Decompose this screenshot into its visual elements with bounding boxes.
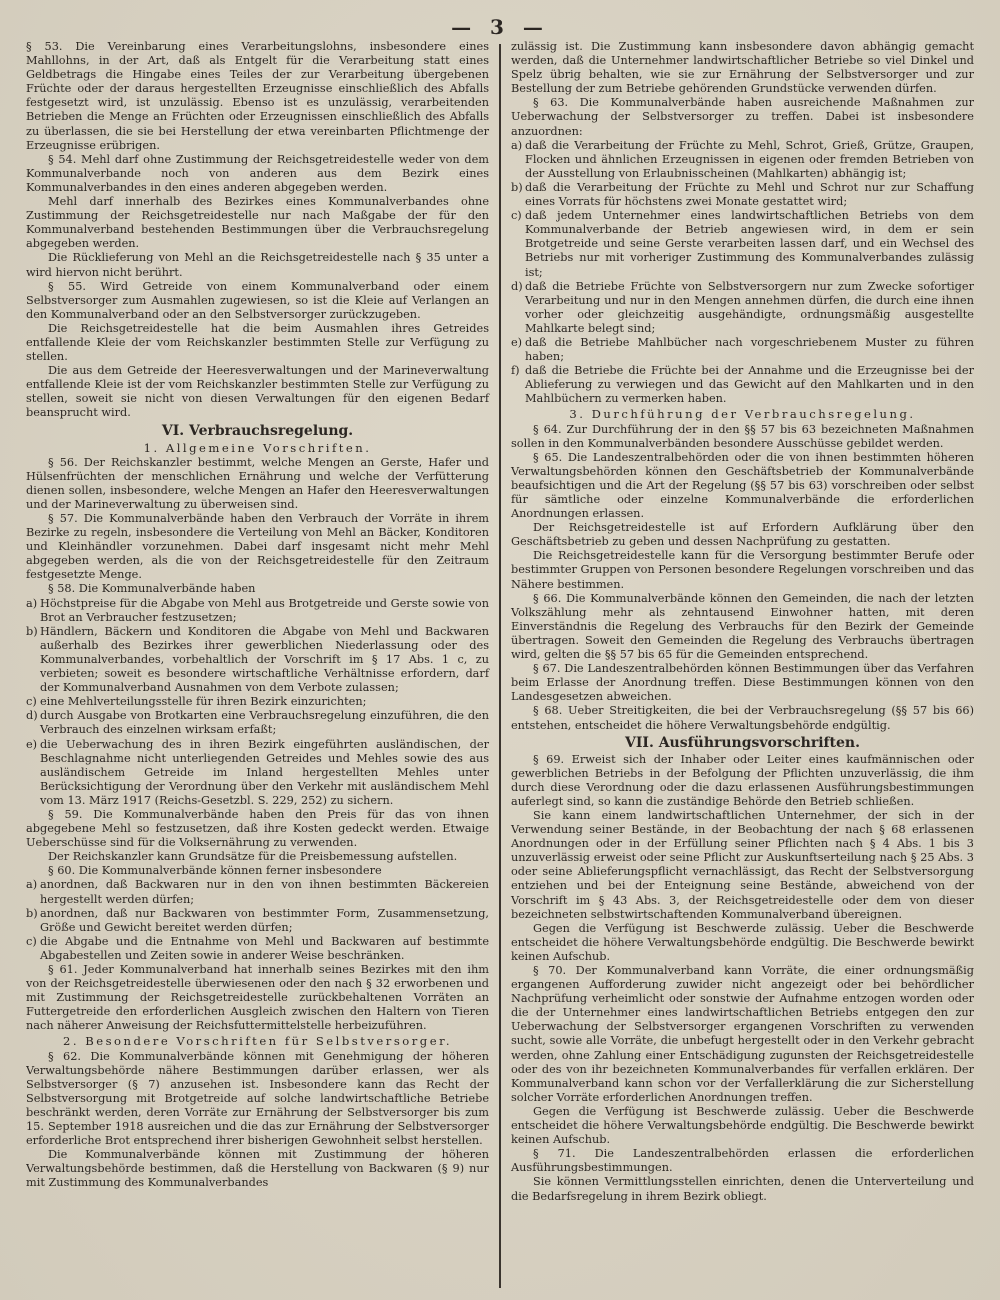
list-label: c) [26, 934, 37, 948]
paragraph-53: § 53. Die Vereinbarung eines Verarbeitungslohns, insbesondere eines Mahllohns, in der Art, daß als Entgelt für die Verarbeitung statt eines Geldbetrags die Hingabe eines Teiles der zur Verarbeitung übergebenen Früchte oder der daraus hergestellten Erzeugnisse einschließlich des Abfalls festgesetzt wird, ist unzulässig. Ebenso ist es unzulässig, verarbeitenden Betrieben die Menge an Früchten oder Erzeugnissen einschließlich des Abfalls zu überlassen, die sie bei Herstellung der etwa vereinbarten Pflichtmenge der Erzeugnisse erübrigen. [26, 40, 490, 152]
list-label: b) [510, 180, 523, 194]
text-columns [26, 40, 974, 1290]
page-number: — 3 — [451, 15, 549, 39]
paragraph-63: § 63. Die Kommunalverbände haben ausreichende Maßnahmen zur Ueberwachung der Selbstversorger zu treffen. Dabei ist insbesondere anzuordnen: [510, 96, 974, 138]
list-item [26, 625, 489, 695]
list-label: b) [26, 906, 38, 920]
right-column [501, 40, 974, 1290]
list-text: anordnen, daß nur Backwaren von bestimmter Form, Zusammensetzung, Größe und Gewicht bereitet werden dürfen; [40, 906, 490, 934]
list-text: daß die Verarbeitung der Früchte zu Mehl, Schrot, Grieß, Grütze, Graupen, Flocken und ähnlichen Erzeugnissen in eigenen oder fremden Betrieben von der Ausstellung von Erlaubnisscheinen (Mahlkarten) abhängig ist; [524, 138, 974, 180]
list-item [511, 139, 974, 181]
subheading-implementation: 3. Durchführung der Verbrauchsregelung. [569, 407, 916, 422]
paragraph-54-3: Die Rücklieferung von Mehl an die Reichsgetreidestelle nach § 35 unter a wird hiervon nicht berührt. [26, 251, 490, 279]
list-text: daß die Betriebe die Früchte bei der Annahme und die Erzeugnisse bei der Ablieferung zu verwiegen und das Gewicht auf den Mahlkarten und in den Mahlbüchern zu vermerken haben. [524, 364, 974, 406]
paragraph-55: § 55. Wird Getreide von einem Kommunalverband oder einem Selbstversorger zum Ausmahlen zugewiesen, so ist die Kleie auf Verlangen an den Kommunalverband oder an den Selbstversorger zurückzugeben. [26, 279, 490, 321]
subheading-general: 1. Allgemeine Vorschriften. [143, 440, 372, 455]
left-column [26, 40, 499, 1290]
list-text: die Ueberwachung des in ihren Bezirk eingeführten ausländischen, der Beschlagnahme nicht unterliegenden Getreides und Mehles sowie des aus ausländischem Getreide im Inland hergestellten Mehles unter Berücksichtigung der Verordnung über den Verkehr mit ausländischem Mehl vom 13. März 1917 (Reichs-Gesetzbl. S. 229, 252) zu sichern. [40, 737, 490, 807]
paragraph-69-2: Sie kann einem landwirtschaftlichen Unternehmer, der sich in der Verwendung seiner Bestände, in der Beobachtung der nach § 68 erlassenen Anordnungen oder in der Erfüllung seiner Pflichten nach § 4 Abs. 1 bis 3 unzuverlässig erweist oder seine Pflicht zur Auskunftserteilung nach § 25 Abs. 3 oder seine Ablieferungspflicht vernachlässigt, das Recht der Selbstversorgung entziehen und bei der Enteignung seine Bestände, abweichend von der Vorschrift im § 43 Abs. 3, der Reichsgetreidestelle oder dem von dieser bezeichneten selbstwirtschaftenden Kommunalverband übereignen. [510, 808, 974, 921]
paragraph-71-2: Sie können Vermittlungsstellen einrichten, denen die Unterverteilung und die Bedarfsregelung in ihrem Bezirk obliegt. [510, 1175, 974, 1203]
list-item [511, 280, 974, 336]
paragraph-54-2: Mehl darf innerhalb des Bezirkes eines Kommunalverbandes ohne Zustimmung der Reichsgetreidestelle nur nach Maßgabe der für den Kommunalverband bestehenden Bestimmungen über die Verbrauchsregelung abgegeben werden. [26, 195, 490, 251]
section-heading-vii: VII. Ausführungsvorschriften. [624, 734, 860, 751]
list-text: daß die Betriebe Früchte von Selbstversorgern nur zum Zwecke sofortiger Verarbeitung und nur in den Mengen annehmen dürfen, die durch eine ihnen vorher oder gleichzeitig ausgehändigte, ordnungsmäßig ausgestellte Mahlkarte belegt sind; [524, 279, 974, 335]
subheading-self-suppliers: 2. Besondere Vorschriften für Selbstversorger. [62, 1034, 453, 1049]
list-text: daß jedem Unternehmer eines landwirtschaftlichen Betriebs von dem Kommunalverbande der Betrieb angewiesen wird, in dem er sein Brotgetreide und seine Gerste verarbeiten lassen darf, und ein Wechsel des Betriebs nur mit vorheriger Zustimmung des Kommunalverbandes zulässig ist; [524, 209, 974, 279]
list-text: daß die Betriebe Mahlbücher nach vorgeschriebenem Muster zu führen haben; [524, 335, 974, 364]
list-item [26, 907, 489, 935]
section-heading-vi: VI. Verbrauchsregelung. [161, 422, 354, 439]
list-label: d) [510, 279, 523, 293]
list-item [26, 709, 489, 737]
paragraph-70: § 70. Der Kommunalverband kann Vorräte, die einer ordnungsmäßig ergangenen Aufforderung zuwider nicht angezeigt oder bei behördlicher Nachprüfung verheimlicht oder sonstwie der Aufnahme entzogen worden oder die der Unternehmer eines landwirtschaftlichen Betriebs entgegen den zur Ueberwachung der Selbstversorger ergangenen Vorschriften zu verwenden sucht, sowie alle Vorräte, die unbefugt hergestellt oder in den Verkehr gebracht werden, ohne Zahlung einer Entschädigung zugunsten der Reichsgetreidestelle oder des von ihr bezeichneten Kommunalverbandes für verfallen erklären. Der Kommunalverband kann schon vor der Verfallerklärung die zur Sicherstellung solcher Vorräte erforderlichen Anordnungen treffen. [510, 964, 974, 1104]
paragraph-65-2: Der Reichsgetreidestelle ist auf Erfordern Aufklärung über den Geschäftsbetrieb zu geben und dessen Nachprüfung zu gestatten. [510, 521, 974, 549]
list-item [511, 336, 974, 364]
paragraph-62-continued: zulässig ist. Die Zustimmung kann insbesondere davon abhängig gemacht werden, daß die Unternehmer landwirtschaftlicher Betriebe so viel Dinkel und Spelz übrig behalten, wie sie zur Ernährung der Selbstversorger und zur Bestellung der zum Betriebe gehörenden Grundstücke verwenden dürfen. [510, 40, 974, 96]
list-item [26, 738, 489, 808]
list-item [26, 878, 489, 906]
list-item [511, 209, 974, 279]
paragraph-68: § 68. Ueber Streitigkeiten, die bei der Verbrauchsregelung (§§ 57 bis 66) entstehen, entscheidet die höhere Verwaltungsbehörde endgültig. [510, 704, 974, 732]
paragraph-54: § 54. Mehl darf ohne Zustimmung der Reichsgetreidestelle weder von dem Kommunalverbande noch von anderen aus dem Bezirk eines Kommunalverbandes in den eines anderen abgegeben werden. [26, 152, 490, 194]
paragraph-59-2: Der Reichskanzler kann Grundsätze für die Preisbemessung aufstellen. [48, 850, 458, 864]
paragraph-59: § 59. Die Kommunalverbände haben den Preis für das von ihnen abgegebene Mehl so festzusetzen, daß ihre Kosten gedeckt werden. Etwaige Ueberschüsse sind für die Volksernährung zu verwenden. [26, 807, 490, 850]
list-text: Händlern, Bäckern und Konditoren die Abgabe von Mehl und Backwaren außerhalb des Bezirkes ihrer gewerblichen Niederlassung oder des Kommunalverbandes, vorbehaltlich der Vorschrift im § 17 Abs. 1 c, zu verbieten; soweit es besondere wirtschaftliche Verhältnisse erfordern, darf der Kommunalverband Ausnahmen von dem Verbote zulassen; [40, 624, 490, 695]
list-label: e) [26, 737, 38, 751]
list-label: a) [26, 878, 38, 892]
paragraph-62: § 62. Die Kommunalverbände können mit Genehmigung der höheren Verwaltungsbehörde nähere Bestimmungen darüber erlassen, wer als Selbstversorger (§ 7) anzusehen ist. Insbesondere kann das Recht der Selbstversorgung mit Brotgetreide auf solche landwirtschaftliche Betriebe beschränkt werden, deren Vorräte zur Ernährung der Selbstversorger bis zum 15. September 1918 ausreichen und die das zur Ernährung der Selbstversorger erforderliche Brot entsprechend ihrer bisherigen Gewohnheit selbst herstellen. [26, 1049, 490, 1148]
paragraph-60: § 60. Die Kommunalverbände können ferner insbesondere [48, 864, 382, 878]
paragraph-55-2: Die Reichsgetreidestelle hat die beim Ausmahlen ihres Getreides entfallende Kleie der vom Reichskanzler bestimmten Stelle zur Verfügung zu stellen. [26, 321, 490, 364]
list-label: c) [26, 695, 37, 709]
list-label: e) [510, 335, 523, 349]
paragraph-56: § 56. Der Reichskanzler bestimmt, welche Mengen an Gerste, Hafer und Hülsenfrüchten der menschlichen Ernährung und welche der Verfütterung dienen sollen, insbesondere, welche Mengen an Hafer den Heeresverwaltungen und der Marineverwaltung zu überweisen sind. [26, 455, 490, 511]
list-item [26, 597, 489, 625]
list-label: b) [26, 624, 38, 638]
paragraph-71: § 71. Die Landeszentralbehörden erlassen die erforderlichen Ausführungsbestimmungen. [510, 1147, 974, 1175]
list-text: daß die Verarbeitung der Früchte zu Mehl und Schrot nur zur Schaffung eines Vorrats für höchstens zwei Monate gestattet wird; [524, 180, 974, 209]
paragraph-70-2: Gegen die Verfügung ist Beschwerde zulässig. Ueber die Beschwerde entscheidet die höhere Verwaltungsbehörde endgültig. Die Beschwerde bewirkt keinen Aufschub. [510, 1104, 974, 1147]
list-label: a) [510, 138, 523, 152]
paragraph-65: § 65. Die Landeszentralbehörden oder die von ihnen bestimmten höheren Verwaltungsbehörden können den Geschäftsbetrieb der Kommunalverbände beaufsichtigen und die Art der Regelung (§§ 57 bis 63) vorschreiben oder selbst für sämtliche oder einzelne Kommunalverbände die erforderlichen Anordnungen erlassen. [510, 450, 974, 521]
list-text: eine Mehlverteilungsstelle für ihren Bezirk einzurichten; [40, 695, 367, 709]
list-label: a) [26, 596, 38, 610]
paragraph-58: § 58. Die Kommunalverbände haben [48, 582, 256, 596]
paragraph-65-3: Die Reichsgetreidestelle kann für die Versorgung bestimmter Berufe oder bestimmter Gruppen von Personen besondere Regelungen vorschreiben und das Nähere bestimmen. [510, 549, 974, 591]
list-label: d) [26, 709, 38, 723]
list-item [511, 181, 974, 209]
paragraph-64: § 64. Zur Durchführung der in den §§ 57 bis 63 bezeichneten Maßnahmen sollen in den Kommunalverbänden besondere Ausschüsse gebildet werden. [510, 422, 974, 450]
list-text: anordnen, daß Backwaren nur in den von ihnen bestimmten Bäckereien hergestellt werden dürfen; [40, 878, 490, 906]
paragraph-62-2: Die Kommunalverbände können mit Zustimmung der höheren Verwaltungsbehörde bestimmen, daß die Herstellung von Backwaren (§ 9) nur mit Zustimmung des Kommunalverbandes [26, 1148, 490, 1190]
list-item [26, 695, 489, 709]
paragraph-69: § 69. Erweist sich der Inhaber oder Leiter eines kaufmännischen oder gewerblichen Betriebs in der Befolgung der Pflichten unzuverlässig, die ihm durch diese Verordnung oder die dazu erlassenen Ausführungsbestimmungen auferlegt sind, so kann die zuständige Behörde den Betrieb schließen. [510, 752, 974, 808]
list-text: die Abgabe und die Entnahme von Mehl und Backwaren auf bestimmte Abgabestellen und Zeiten sowie in anderer Weise beschränken. [40, 934, 490, 962]
paragraph-66: § 66. Die Kommunalverbände können den Gemeinden, die nach der letzten Volkszählung mehr als zehntausend Einwohner hatten, mit deren Einverständnis die Regelung des Verbrauchs für den Bezirk der Gemeinde übertragen. Soweit den Gemeinden die Regelung des Verbrauchs übertragen wird, gelten die §§ 57 bis 65 für die Gemeinden entsprechend. [510, 591, 974, 662]
list-item [511, 364, 974, 406]
paragraph-67: § 67. Die Landeszentralbehörden können Bestimmungen über das Verfahren beim Erlasse der Anordnung treffen. Diese Bestimmungen können von den Landesgesetzen abweichen. [510, 662, 974, 704]
paragraph-69-3: Gegen die Verfügung ist Beschwerde zulässig. Ueber die Beschwerde entscheidet die höhere Verwaltungsbehörde endgültig. Die Beschwerde bewirkt keinen Aufschub. [510, 921, 974, 963]
list-text: Höchstpreise für die Abgabe von Mehl aus Brotgetreide und Gerste sowie von Brot an Verbraucher festzusetzen; [40, 596, 490, 624]
list-label: c) [510, 209, 522, 223]
paragraph-57: § 57. Die Kommunalverbände haben den Verbrauch der Vorräte in ihrem Bezirke zu regeln, insbesondere die Verteilung von Mehl an Bäcker, Konditoren und Kleinhändler vorzunehmen. Dabei darf insgesamt nicht mehr Mehl abgegeben werden, als die von der Reichsgetreidestelle für den Zeitraum festgesetzte Menge. [26, 512, 490, 582]
list-text: durch Ausgabe von Brotkarten eine Verbrauchsregelung einzuführen, die den Verbrauch des einzelnen wirksam erfaßt; [40, 709, 490, 737]
paragraph-55-3: Die aus dem Getreide der Heeresverwaltungen und der Marineverwaltung entfallende Kleie ist der vom Reichskanzler bestimmten Stelle zur Verfügung zu stellen, soweit sie nicht von diesen Verwaltungen für den eigenen Bedarf beansprucht wird. [26, 364, 490, 420]
list-item [26, 935, 489, 963]
paragraph-61: § 61. Jeder Kommunalverband hat innerhalb seines Bezirkes mit den ihm von der Reichsgetreidestelle überwiesenen oder den nach § 32 erworbenen und mit Zustimmung der Reichsgetreidestelle zurückbehaltenen Vorräten an Futtergetreide den erforderlichen Ausgleich zwischen den Haltern von Tieren nach näherer Anweisung der Reichsfuttermittelstelle herbeizuführen. [26, 963, 490, 1033]
list-label: f) [510, 364, 520, 378]
